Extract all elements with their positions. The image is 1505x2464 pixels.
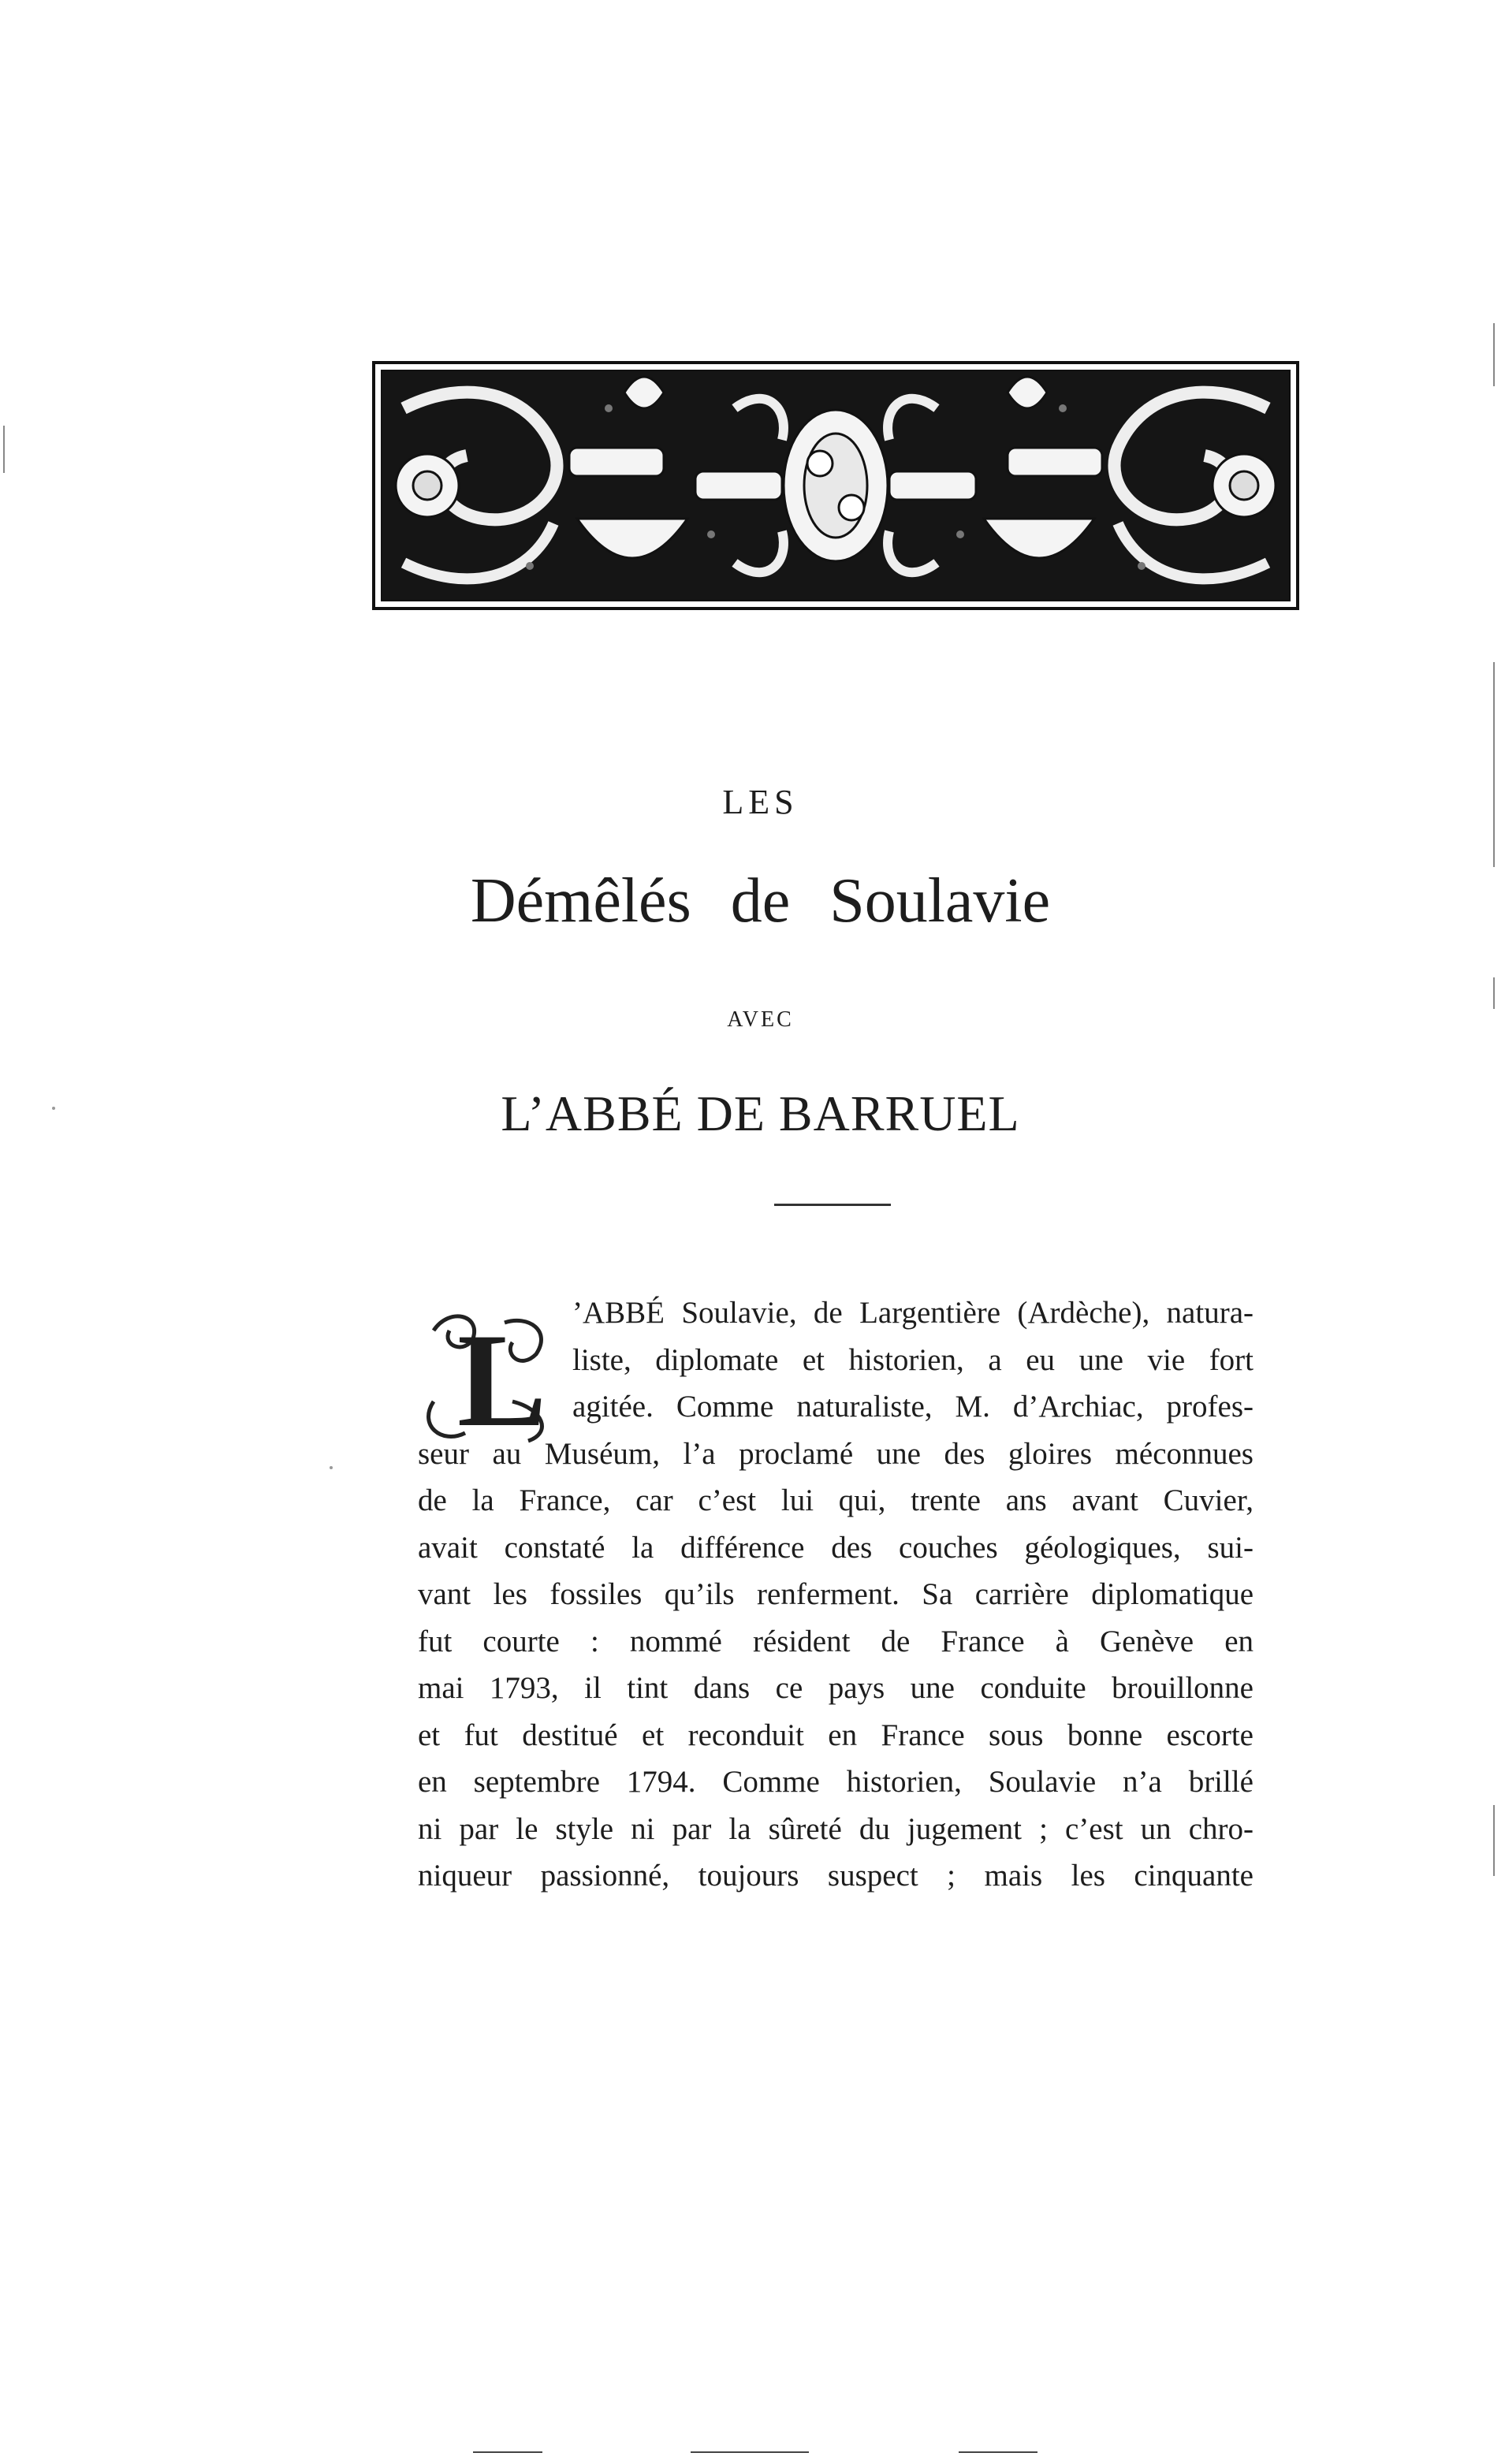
speck (52, 1107, 55, 1110)
page-title: Démêlés de Soulavie (470, 866, 1051, 936)
title-avec: AVEC (727, 1007, 794, 1032)
margin-mark (1493, 323, 1495, 386)
footer-rule (691, 2451, 809, 2453)
body-line: en septembre 1794. Comme historien, Soulavie n’a brillé (418, 1765, 1254, 1799)
margin-mark (1493, 977, 1495, 1009)
body-line: niqueur passionné, toujours suspect ; mais les cinquante (418, 1859, 1254, 1893)
ornamental-banner (372, 361, 1299, 610)
margin-mark (3, 426, 5, 473)
body-paragraph (418, 1290, 1254, 1900)
title-les: LES (722, 783, 799, 821)
body-line: agitée. Comme naturaliste, M. d’Archiac, profes- (572, 1390, 1254, 1424)
footer-rule (959, 2451, 1037, 2453)
body-line: de la France, car c’est lui qui, trente ans avant Cuvier, (418, 1483, 1254, 1517)
body-line: ni par le style ni par la sûreté du jugement ; c’est un chro- (418, 1811, 1254, 1846)
body-line: vant les fossiles qu’ils renferment. Sa carrière diplomatique (418, 1577, 1254, 1611)
margin-mark (1493, 662, 1495, 867)
body-line: seur au Muséum, l’a proclamé une des gloires méconnues (418, 1436, 1254, 1471)
margin-mark (1493, 1805, 1495, 1876)
title-divider (774, 1204, 891, 1206)
body-line: avait constaté la différence des couches géologiques, sui- (418, 1530, 1254, 1565)
body-line: liste, diplomate et historien, a eu une vie fort (572, 1342, 1254, 1377)
body-line: et fut destitué et reconduit en France sous bonne escorte (418, 1718, 1254, 1752)
dropcap-glyph: L (457, 1307, 547, 1447)
body-line: ’ABBÉ Soulavie, de Largentière (Ardèche), natura- (572, 1296, 1254, 1330)
body-line: fut courte : nommé résident de France à Genève en (418, 1624, 1254, 1658)
body-line: mai 1793, il tint dans ce pays une conduite brouillonne (418, 1671, 1254, 1705)
footer-rule (473, 2451, 542, 2453)
title-subject: L’ABBÉ DE BARRUEL (501, 1085, 1020, 1141)
speck (330, 1466, 333, 1469)
